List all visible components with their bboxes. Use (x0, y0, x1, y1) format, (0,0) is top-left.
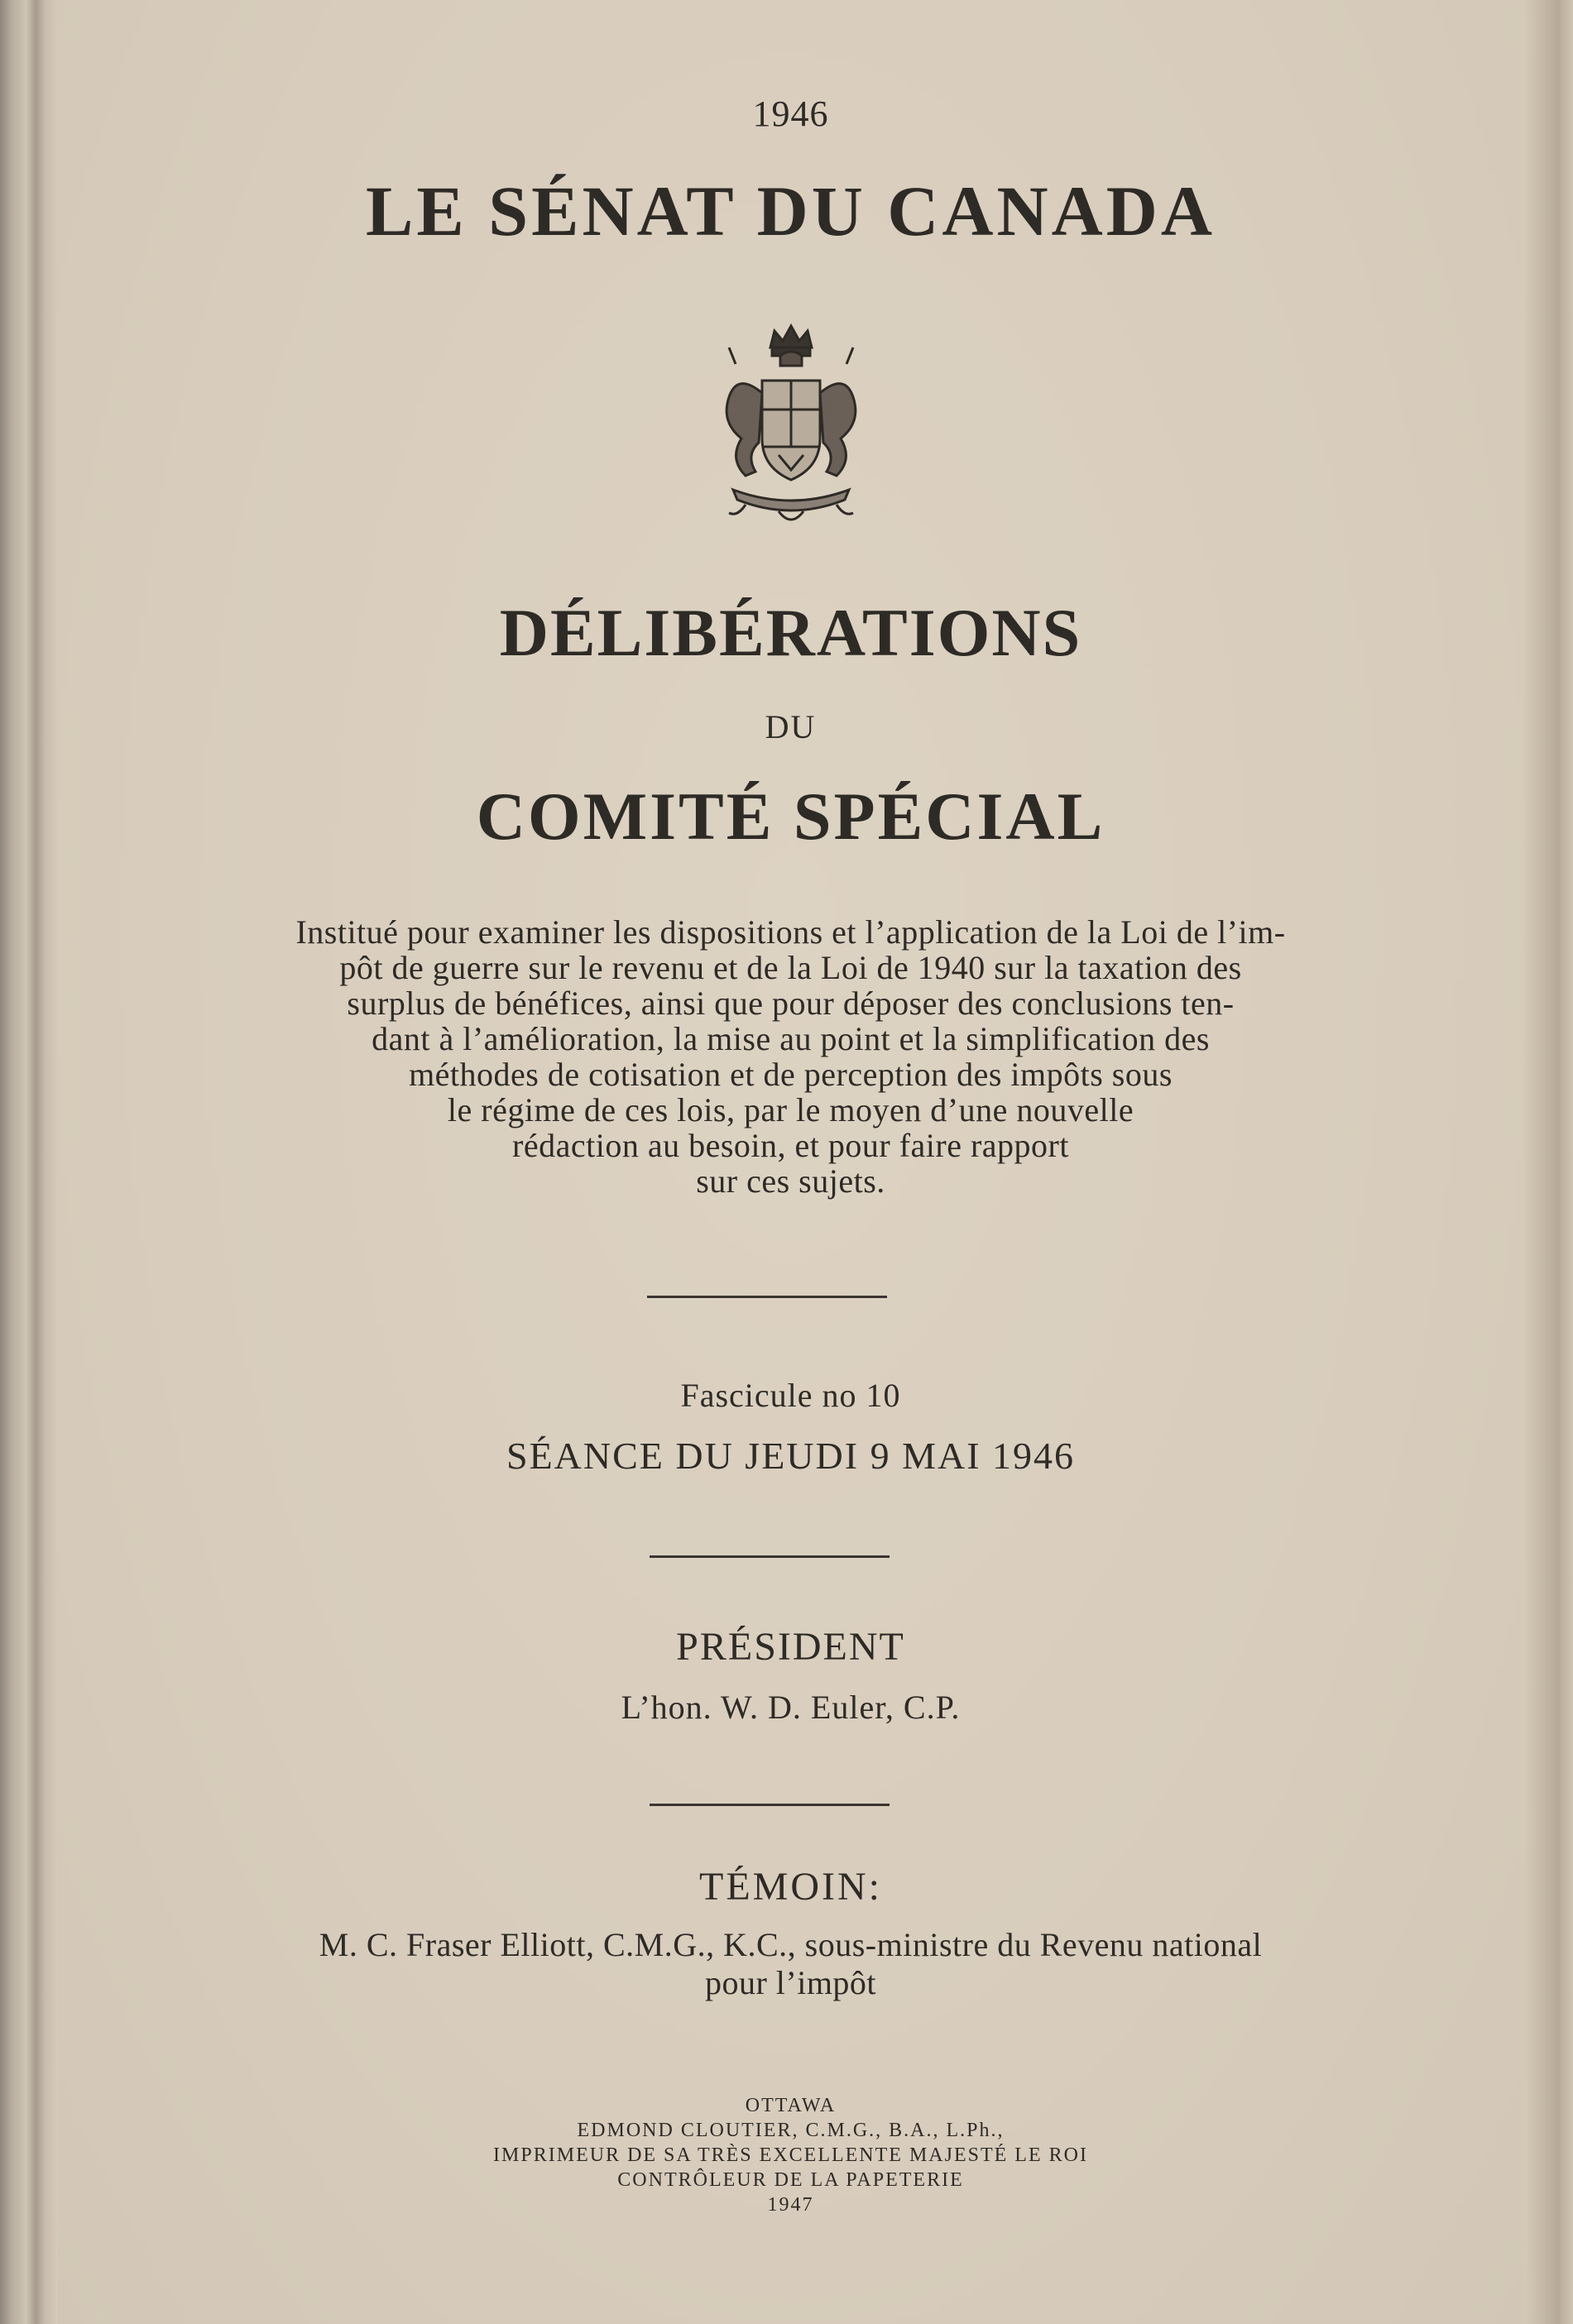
description-line: sur ces sujets. (696, 1162, 885, 1200)
divider-rule (647, 1296, 887, 1298)
divider-rule (650, 1804, 890, 1806)
divider-rule (650, 1555, 890, 1558)
description-line: le régime de ces lois, par le moyen d’une nouvelle (447, 1091, 1134, 1128)
imprint-line: EDMOND CLOUTIER, C.M.G., B.A., L.Ph., (577, 2120, 1005, 2141)
institution-title: LE SÉNAT DU CANADA (366, 171, 1216, 251)
session-date: SÉANCE DU JEUDI 9 MAI 1946 (506, 1435, 1076, 1477)
description-line: surplus de bénéfices, ainsi que pour déposer des conclusions ten- (347, 985, 1235, 1022)
imprint-line: 1947 (767, 2194, 814, 2216)
book-spine-edge (0, 0, 58, 2324)
description-line: dant à l’amélioration, la mise au point et la simplification des (372, 1020, 1210, 1057)
publication-year: 1946 (752, 93, 829, 134)
witness-block (58, 1926, 1523, 2002)
description-line: pôt de guerre sur le revenu et de la Loi de 1940 sur la taxation des (339, 949, 1242, 986)
document-title: DÉLIBÉRATIONS (499, 595, 1082, 670)
committee-title: COMITÉ SPÉCIAL (476, 779, 1105, 854)
fascicule-number: Fascicule no 10 (680, 1377, 901, 1414)
printer-imprint (58, 2093, 1523, 2217)
description-line: Institué pour examiner les dispositions et l’application de la Loi de l’im- (295, 913, 1286, 951)
canada-coat-of-arms-icon (58, 314, 1523, 534)
description-line: méthodes de cotisation et de perception des impôts sous (409, 1056, 1173, 1093)
title-connector: DU (765, 708, 817, 745)
title-page (58, 0, 1523, 2324)
witness-line: pour l’impôt (704, 1964, 877, 2001)
imprint-line: CONTRÔLEUR DE LA PAPETERIE (617, 2169, 964, 2191)
description-line: rédaction au besoin, et pour faire rapport (512, 1127, 1069, 1164)
imprint-line: OTTAWA (745, 2095, 837, 2116)
witness-line: M. C. Fraser Elliott, C.M.G., K.C., sous-ministre du Revenu national (319, 1926, 1263, 1963)
page-right-edge (1523, 0, 1573, 2324)
witness-heading: TÉMOIN: (699, 1865, 882, 1909)
president-heading: PRÉSIDENT (676, 1625, 905, 1669)
president-name: L’hon. W. D. Euler, C.P. (621, 1689, 961, 1726)
committee-description (58, 914, 1523, 1199)
imprint-line: IMPRIMEUR DE SA TRÈS EXCELLENTE MAJESTÉ LE ROI (493, 2144, 1088, 2166)
